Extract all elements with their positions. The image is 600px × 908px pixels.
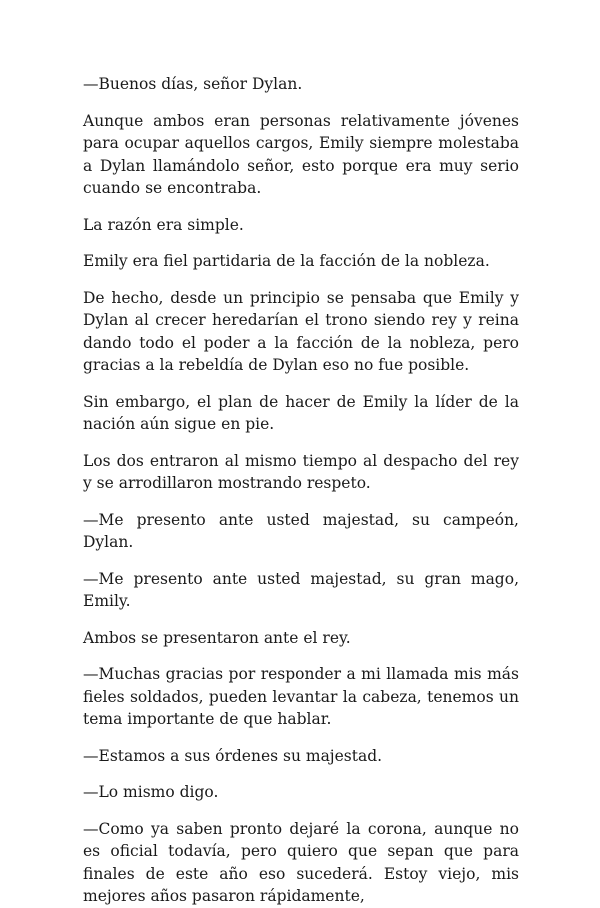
paragraph-13: —Lo mismo digo.	[83, 783, 219, 801]
paragraph-5: De hecho, desde un principio se pensaba que Emily y Dylan al crecer heredarían el trono siendo rey y reina dando todo el poder a la facción de la nobleza, pero gracias a la rebeldía de Dylan eso no fue posible.	[83, 288, 519, 374]
paragraph-8: —Me presento ante usted majestad, su campeón, Dylan.	[83, 510, 519, 551]
paragraph-1: —Buenos días, señor Dylan.	[83, 75, 303, 93]
paragraph-11: —Muchas gracias por responder a mi llamada mis más fieles soldados, pueden levantar la cabeza, tenemos un tema importante de que hablar.	[83, 665, 519, 728]
paragraph-3: La razón era simple.	[83, 215, 244, 234]
paragraph-9: —Me presento ante usted majestad, su gran mago, Emily.	[83, 569, 519, 610]
paragraph-6: Sin embargo, el plan de hacer de Emily la líder de la nación aún sigue en pie.	[83, 392, 519, 433]
paragraph-2: Aunque ambos eran personas relativamente jóvenes para ocupar aquellos cargos, Emily siempre molestaba a Dylan llamándolo señor, esto porque era muy serio cuando se encontraba.	[83, 111, 519, 197]
paragraph-7: Los dos entraron al mismo tiempo al despacho del rey y se arrodillaron mostrando respeto.	[83, 451, 519, 492]
paragraph-4: Emily era fiel partidaria de la facción de la nobleza.	[83, 252, 490, 270]
paragraph-12: —Estamos a sus órdenes su majestad.	[83, 746, 383, 765]
paragraph-10: Ambos se presentaron ante el rey.	[83, 628, 351, 647]
paragraph-14: —Como ya saben pronto dejaré la corona, aunque no es oficial todavía, pero quiero que sepan que para finales de este año eso sucederá. Estoy viejo, mis mejores años pasaron rápidamente,	[83, 819, 519, 905]
